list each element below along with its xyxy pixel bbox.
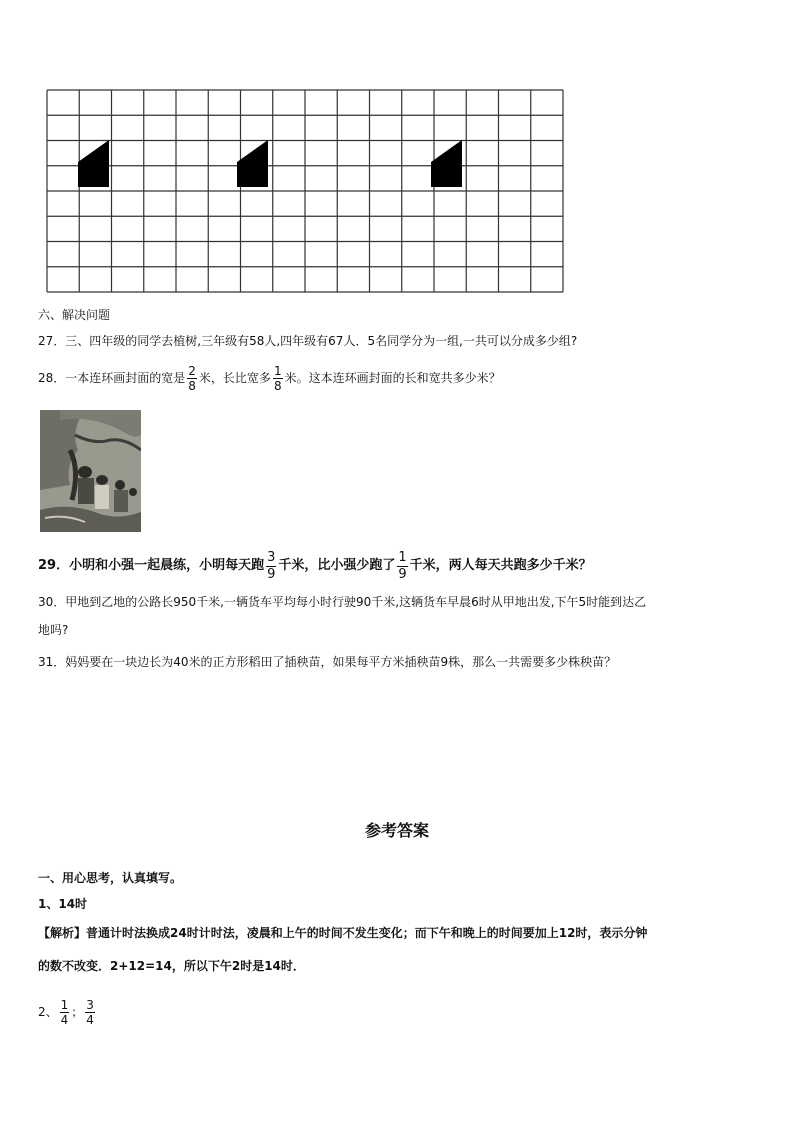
grid-lines — [47, 90, 563, 292]
answer-1-analysis-line-2: 的数不改变．2+12=14，所以下午2时是14时． — [38, 959, 305, 973]
q28-text-mid: 米，长比宽多 — [198, 371, 271, 385]
illustration-image — [40, 410, 141, 532]
answer-2-fraction-1: $\frac{1}{4}$ — [60, 997, 69, 1027]
answers-section-1: 一、用心思考，认真填写。 — [38, 871, 183, 885]
grid-figure — [46, 89, 566, 295]
q28-fraction-2: $\frac{1}{8}$ — [273, 363, 282, 393]
shaded-shape-1 — [78, 140, 109, 187]
question-30-line-1: 30．甲地到乙地的公路长950千米,一辆货车平均每小时行驶90千米,这辆货车早晨6时从甲地出发,下午5时能到达乙 — [38, 595, 647, 609]
question-28 — [38, 359, 501, 397]
answer-2 — [38, 993, 97, 1031]
q29-fraction-2: $\frac{1}{9}$ — [398, 549, 407, 582]
section-heading-6: 六、解决问题 — [38, 308, 111, 322]
answer-2-prefix: 2、 — [38, 1005, 58, 1019]
answers-title: 参考答案 — [364, 821, 429, 840]
q28-fraction-1: $\frac{2}{8}$ — [188, 363, 196, 393]
q29-text-post: 千米，两人每天共跑多少千米？ — [409, 558, 592, 573]
answer-1: 1、14时 — [38, 897, 88, 911]
question-27: 27．三、四年级的同学去植树,三年级有58人,四年级有67人．5名同学分为一组,一共可以分成多少组? — [38, 334, 578, 348]
q28-text-post: 米。这本连环画封面的长和宽共多少米？ — [284, 371, 501, 385]
question-29 — [38, 548, 592, 584]
question-31: 31．妈妈要在一块边长为40米的正方形稻田了插秧苗，如果每平方米插秧苗9株，那么一共需要多少株秧苗？ — [38, 655, 617, 669]
answer-2-fraction-2: $\frac{3}{4}$ — [86, 997, 94, 1027]
analysis-tag: 【解析】 — [38, 926, 87, 940]
analysis-text-1: 普通计时法换成24时计时法，凌晨和上午的时间不发生变化；而下午和晚上的时间要加上12时，表示分钟 — [86, 926, 648, 940]
q28-text-pre: 28．一本连环画封面的宽是 — [38, 371, 186, 385]
shaded-shape-2 — [237, 140, 268, 187]
answer-1-analysis-line-1 — [38, 925, 647, 941]
q29-fraction-1: $\frac{3}{9}$ — [267, 549, 276, 582]
shaded-shape-3 — [431, 140, 462, 187]
question-30-line-2: 地吗? — [38, 623, 69, 637]
answer-2-separator: ； — [71, 1005, 84, 1019]
q29-text-mid: 千米，比小强少跑了 — [278, 558, 396, 573]
q29-text-pre: 29．小明和小强一起晨练，小明每天跑 — [38, 558, 265, 573]
